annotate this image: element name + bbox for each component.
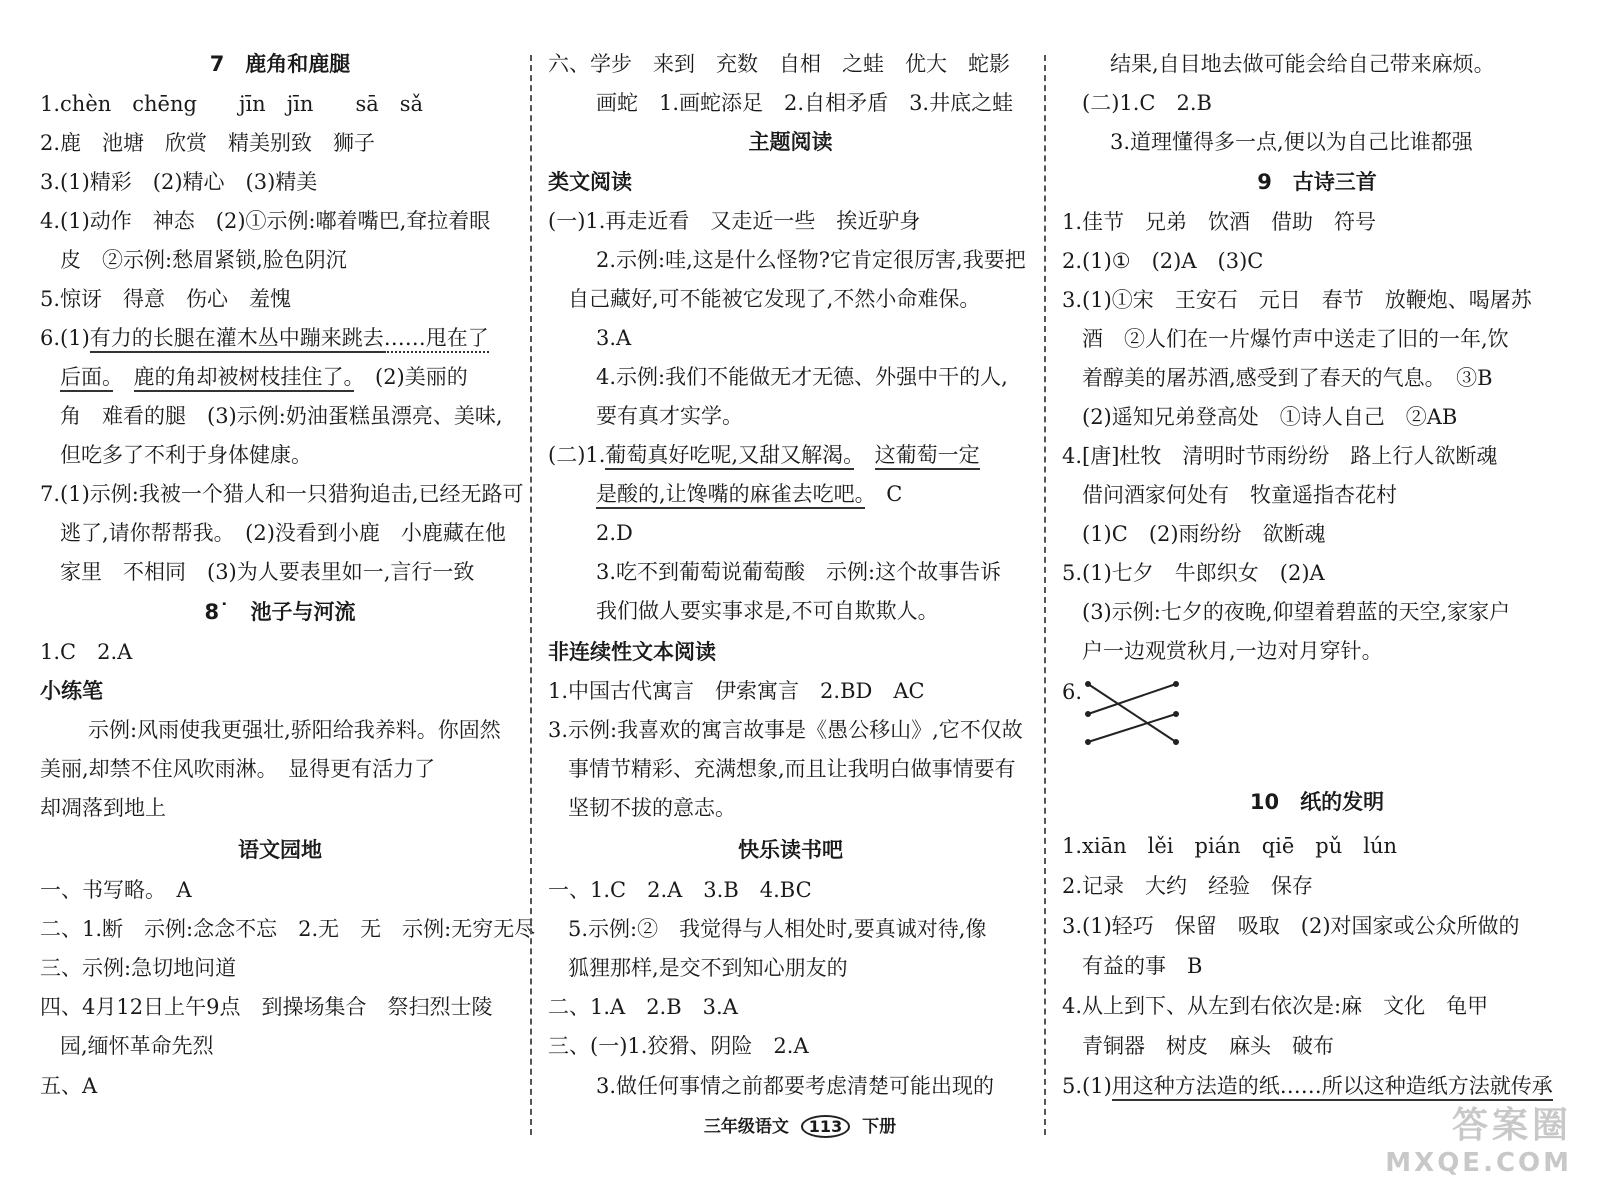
footer-volume: 下册 xyxy=(862,1117,897,1137)
answer-line: 2.(1)① (2)A (3)C xyxy=(1062,249,1264,273)
answer-line: (一)1.再走近看 又走近一些 挨近驴身 xyxy=(548,209,921,233)
page-number: 113 xyxy=(801,1115,850,1138)
lesson-10-title: 10 纸的发明 xyxy=(1249,790,1385,814)
answer-number: 6. xyxy=(1062,680,1083,704)
answer-column-2 xyxy=(548,38,1033,1158)
answer-line: 一、书写略。 A xyxy=(40,878,192,902)
section-heading: 小练笔 xyxy=(40,679,103,703)
section-heading: 非连续性文本阅读 xyxy=(548,640,716,664)
answer-line: 2.D xyxy=(596,521,633,545)
answer-line: 我们做人要实事求是,不可自欺欺人。 xyxy=(596,599,939,623)
answer-number: 6.(1) xyxy=(40,326,90,350)
answer-line: 3.(1)①宋 王安石 元日 春节 放鞭炮、喝屠苏 xyxy=(1062,288,1532,312)
answer-line: 有益的事 B xyxy=(1082,954,1203,978)
answer-line: 五、A xyxy=(40,1074,98,1098)
answer-column-1 xyxy=(40,38,536,1158)
footer-grade-subject: 三年级语文 xyxy=(703,1117,789,1137)
yuwen-yuandi-title: 语文园地 xyxy=(238,838,322,862)
answer-line: 园,缅怀革命先烈 xyxy=(60,1034,214,1058)
answer-line: 1.C 2.A xyxy=(40,640,133,664)
answer-number: 5.(1) xyxy=(1062,1074,1112,1098)
answer-line: 六、学步 来到 充数 自相 之蛙 优大 蛇影 xyxy=(548,52,1010,76)
watermark xyxy=(1385,1097,1572,1178)
answer-line: 狐狸那样,是交不到知心朋友的 xyxy=(568,956,848,980)
answer-line: 1.中国古代寓言 伊索寓言 2.BD AC xyxy=(548,679,925,703)
happy-reading-title: 快乐读书吧 xyxy=(738,838,843,862)
answer-line xyxy=(40,324,489,352)
answer-text: (2)美丽的 xyxy=(375,365,468,389)
answer-line: 三、示例:急切地问道 xyxy=(40,956,237,980)
answer-line: 事情节精彩、充满想象,而且让我明白做事情要有 xyxy=(568,757,1016,781)
section-heading: 类文阅读 xyxy=(548,170,632,194)
underlined-answer: 这葡萄一定 xyxy=(875,443,980,470)
theme-reading-title: 主题阅读 xyxy=(748,130,833,154)
answer-line: 二、1.A 2.B 3.A xyxy=(548,995,738,1019)
answer-line: 5.惊讶 得意 伤心 羞愧 xyxy=(40,287,292,311)
answer-line: 结果,自目地去做可能会给自己带来麻烦。 xyxy=(1110,52,1495,76)
answer-line: 画蛇 1.画蛇添足 2.自相矛盾 3.井底之蛙 xyxy=(596,91,1014,115)
lesson-8-title: 8˙ 池子与河流 xyxy=(204,600,356,624)
answer-column-3 xyxy=(1062,38,1572,1158)
answer-line: 1.xiān lěi pián qiē pǔ lún xyxy=(1062,834,1398,858)
answer-line: 美丽,却禁不住风吹雨淋。 显得更有活力了 xyxy=(40,757,436,781)
answer-line xyxy=(548,480,902,508)
answer-line: 自己藏好,可不能被它发现了,不然小命难保。 xyxy=(568,287,981,311)
underlined-answer: 后面。 xyxy=(60,365,113,392)
underlined-answer: 有力的长腿在灌木丛中蹦来跳去 xyxy=(90,326,384,353)
watermark-url: MXQE.COM xyxy=(1385,1148,1572,1178)
answer-line: 青铜器 树皮 麻头 破布 xyxy=(1082,1034,1334,1058)
answer-line: 着醇美的屠苏酒,感受到了春天的气息。 ③B xyxy=(1082,366,1493,390)
underlined-answer: 鹿的角却被树枝挂住了。 xyxy=(134,365,355,392)
underlined-answer: 葡萄真好吃呢,又甜又解渴。 xyxy=(605,443,853,470)
lesson-9-title: 9 古诗三首 xyxy=(1257,170,1377,194)
answer-line: 坚韧不拔的意志。 xyxy=(568,796,736,820)
answer-line: 1.chèn chēng jīn jīn sā sǎ xyxy=(40,92,424,116)
answer-line: 5.(1)七夕 牛郎织女 (2)A xyxy=(1062,561,1325,585)
answer-line: 二、1.断 示例:念念不忘 2.无 无 示例:无穷无尽 xyxy=(40,917,536,941)
answer-line: 角 难看的腿 (3)示例:奶油蛋糕虽漂亮、美味, xyxy=(60,404,503,428)
answer-line: 酒 ②人们在一片爆竹声中送走了旧的一年,饮 xyxy=(1082,327,1509,351)
answer-line: 3.A xyxy=(596,326,632,350)
matching-lines-diagram xyxy=(1084,672,1184,752)
answer-line: 7.(1)示例:我被一个猎人和一只猎狗追击,已经无路可 xyxy=(40,482,524,506)
answer-line: 逃了,请你帮帮我。 (2)没看到小鹿 小鹿藏在他 xyxy=(60,521,506,545)
matching-answer xyxy=(1062,678,1184,752)
answer-line: 皮 ②示例:愁眉紧锁,脸色阴沉 xyxy=(60,248,347,272)
answer-line: 3.做任何事情之前都要考虑清楚可能出现的 xyxy=(596,1074,995,1098)
answer-line xyxy=(1062,1072,1553,1100)
answer-line: 4.从上到下、从左到右依次是:麻 文化 龟甲 xyxy=(1062,994,1489,1018)
answer-line: 2.记录 大约 经验 保存 xyxy=(1062,874,1314,898)
answer-line: 家里 不相同 (3)为人要表里如一,言行一致 xyxy=(60,560,475,584)
answer-line: 却凋落到地上 xyxy=(40,796,166,820)
answer-line: 4.(1)动作 神态 (2)①示例:嘟着嘴巴,耷拉着眼 xyxy=(40,209,491,233)
watermark-logo-text: 答案圈 xyxy=(1451,1105,1572,1146)
answer-line: 3.示例:我喜欢的寓言故事是《愚公移山》,它不仅故 xyxy=(548,718,1023,742)
column-divider xyxy=(530,55,532,1135)
answer-line: 5.示例:② 我觉得与人相处时,要真诚对待,像 xyxy=(568,917,987,941)
answer-line: (2)遥知兄弟登高处 ①诗人自己 ②AB xyxy=(1082,405,1458,429)
answer-line: 户一边观赏秋月,一边对月穿针。 xyxy=(1082,639,1383,663)
underlined-answer: 是酸的,让馋嘴的麻雀去吃吧。 xyxy=(596,482,865,509)
answer-line xyxy=(548,441,980,469)
answer-line: 3.(1)轻巧 保留 吸取 (2)对国家或公众所做的 xyxy=(1062,914,1520,938)
lesson-7-title: 7 鹿角和鹿腿 xyxy=(209,52,351,76)
answer-line: 四、4月12日上午9点 到操场集合 祭扫烈士陵 xyxy=(40,995,493,1019)
answer-line: 3.吃不到葡萄说葡萄酸 示例:这个故事告诉 xyxy=(596,560,1002,584)
answer-line: 4.示例:我们不能做无才无德、外强中干的人, xyxy=(596,365,1008,389)
answer-line: 一、1.C 2.A 3.B 4.BC xyxy=(548,878,812,902)
answer-text: C xyxy=(886,482,903,506)
answer-number: (二)1. xyxy=(548,443,606,467)
answer-line: 3.(1)精彩 (2)精心 (3)精美 xyxy=(40,170,318,194)
answer-line: 4.[唐]杜牧 清明时节雨纷纷 路上行人欲断魂 xyxy=(1062,444,1498,468)
answer-line: 三、(一)1.狡猾、阴险 2.A xyxy=(548,1034,809,1058)
answer-line: 3.道理懂得多一点,便以为自己比谁都强 xyxy=(1110,130,1473,154)
answer-line: 但吃多了不利于身体健康。 xyxy=(60,443,312,467)
answer-line xyxy=(40,363,468,391)
answer-line: 2.示例:哇,这是什么怪物?它肯定很厉害,我要把 xyxy=(596,248,1026,272)
answer-line: 示例:风雨使我更强壮,骄阳给我养料。你固然 xyxy=(88,718,501,742)
answer-line: 1.佳节 兄弟 饮酒 借助 符号 xyxy=(1062,210,1377,234)
page-footer xyxy=(0,1112,1600,1138)
dotted-answer: ……甩在了 xyxy=(384,326,489,353)
answer-line: (1)C (2)雨纷纷 欲断魂 xyxy=(1082,522,1326,546)
answer-line: 要有真才实学。 xyxy=(596,404,743,428)
answer-line: (3)示例:七夕的夜晚,仰望着碧蓝的天空,家家户 xyxy=(1082,600,1511,624)
column-divider xyxy=(1044,55,1046,1135)
answer-line: 2.鹿 池塘 欣赏 精美别致 狮子 xyxy=(40,131,376,155)
answer-line: 借问酒家何处有 牧童遥指杏花村 xyxy=(1082,483,1397,507)
underlined-answer: 用这种方法造的纸……所以这种造纸方法就传承 xyxy=(1112,1074,1553,1101)
answer-line: (二)1.C 2.B xyxy=(1082,91,1212,115)
